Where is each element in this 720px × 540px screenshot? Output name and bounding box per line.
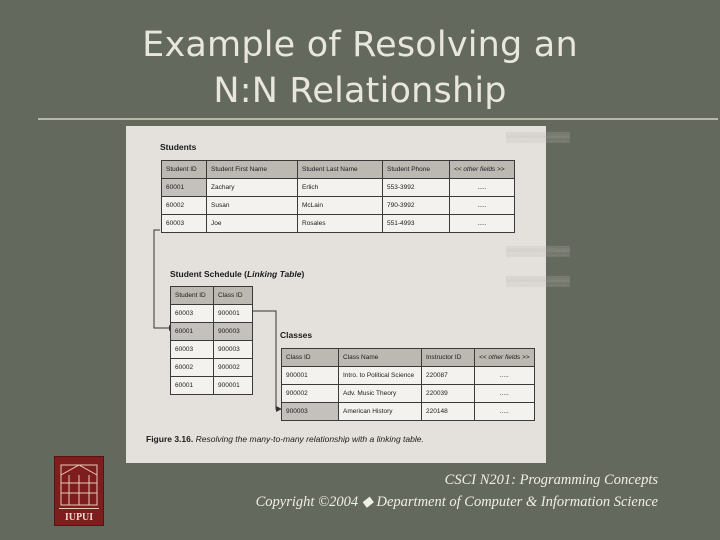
table-row xyxy=(171,359,253,377)
table-header: Instructor ID xyxy=(422,349,475,367)
table-cell: 60002 xyxy=(171,359,214,377)
classes-table xyxy=(281,348,535,421)
table-cell: 900002 xyxy=(282,385,339,403)
table-header: Class ID xyxy=(282,349,339,367)
table-cell: 60001 xyxy=(162,179,207,197)
table-cell: 900001 xyxy=(214,377,253,395)
table-cell: 900003 xyxy=(282,403,339,421)
table-cell: American History xyxy=(339,403,422,421)
table-cell: Erlich xyxy=(298,179,383,197)
footer-course: CSCI N201: Programming Concepts xyxy=(444,472,658,488)
table-header: Student ID xyxy=(162,161,207,179)
table-header: Class Name xyxy=(339,349,422,367)
table-row xyxy=(171,377,253,395)
title-line-1: Example of Resolving an xyxy=(142,25,578,65)
table-header: << other fields >> xyxy=(475,349,535,367)
schedule-header-row xyxy=(171,287,253,305)
students-header-row xyxy=(162,161,515,179)
table-cell: McLain xyxy=(298,197,383,215)
table-cell: Rosales xyxy=(298,215,383,233)
table-cell: Susan xyxy=(207,197,298,215)
students-label: Students xyxy=(160,142,197,152)
table-cell: 60001 xyxy=(171,377,214,395)
bleed-through-text: ▒▒▒▒▒▒▒▒▒▒ xyxy=(506,276,570,286)
table-cell: ..... xyxy=(450,215,515,233)
students-to-schedule-connector xyxy=(154,230,169,328)
slide-title xyxy=(0,22,720,114)
figure-scan xyxy=(126,126,570,463)
table-cell: ..... xyxy=(475,385,535,403)
bleed-through-text: ▒▒▒▒▒▒▒▒▒▒ xyxy=(506,132,570,142)
table-cell: ..... xyxy=(475,403,535,421)
table-header: Student Phone xyxy=(383,161,450,179)
table-cell: 60001 xyxy=(171,323,214,341)
table-cell: 553-3992 xyxy=(383,179,450,197)
schedule-label xyxy=(170,269,304,279)
table-cell: 60002 xyxy=(162,197,207,215)
table-cell: 60003 xyxy=(171,341,214,359)
students-table xyxy=(161,160,515,233)
table-cell: Zachary xyxy=(207,179,298,197)
caption-text: Resolving the many-to-many relationship with a linking table. xyxy=(195,434,424,444)
table-cell: 900001 xyxy=(282,367,339,385)
bleed-through-text: ▒▒▒▒▒▒▒▒▒▒ xyxy=(506,246,570,256)
schedule-label-suffix: ) xyxy=(301,269,305,279)
table-row xyxy=(282,385,535,403)
table-row xyxy=(162,215,515,233)
table-cell: ..... xyxy=(475,367,535,385)
table-cell: 220039 xyxy=(422,385,475,403)
table-cell: 220148 xyxy=(422,403,475,421)
table-row xyxy=(162,179,515,197)
table-cell: 60003 xyxy=(162,215,207,233)
title-divider xyxy=(38,118,718,120)
table-header: Student First Name xyxy=(207,161,298,179)
table-row xyxy=(282,403,535,421)
table-row xyxy=(171,341,253,359)
table-cell: 900001 xyxy=(214,305,253,323)
table-header: Class ID xyxy=(214,287,253,305)
table-cell: Intro. to Political Science xyxy=(339,367,422,385)
table-cell: Adv. Music Theory xyxy=(339,385,422,403)
table-cell: ..... xyxy=(450,197,515,215)
table-header: << other fields >> xyxy=(450,161,515,179)
table-cell: 551-4993 xyxy=(383,215,450,233)
table-cell: 220087 xyxy=(422,367,475,385)
classes-label: Classes xyxy=(280,330,313,340)
classes-header-row xyxy=(282,349,535,367)
title-line-2: N:N Relationship xyxy=(213,71,507,111)
building-icon xyxy=(55,457,103,525)
table-cell: 900002 xyxy=(214,359,253,377)
table-cell: 900003 xyxy=(214,341,253,359)
logo-text: IUPUI xyxy=(64,512,94,523)
footer-copyright: Copyright ©2004 ◆ Department of Computer & Information Science xyxy=(255,494,658,510)
figure-caption xyxy=(146,434,424,444)
table-cell: 900003 xyxy=(214,323,253,341)
iupui-logo xyxy=(54,456,104,526)
caption-figure-number: Figure 3.16. xyxy=(146,434,194,444)
schedule-label-italic: Linking Table xyxy=(246,269,302,279)
table-cell: Joe xyxy=(207,215,298,233)
table-row xyxy=(171,305,253,323)
schedule-label-prefix: Student Schedule ( xyxy=(170,269,247,279)
table-cell: 790-3992 xyxy=(383,197,450,215)
table-cell: ..... xyxy=(450,179,515,197)
table-row xyxy=(162,197,515,215)
table-header: Student Last Name xyxy=(298,161,383,179)
schedule-table xyxy=(170,286,253,395)
table-header: Student ID xyxy=(171,287,214,305)
table-row xyxy=(171,323,253,341)
table-row xyxy=(282,367,535,385)
table-cell: 60003 xyxy=(171,305,214,323)
